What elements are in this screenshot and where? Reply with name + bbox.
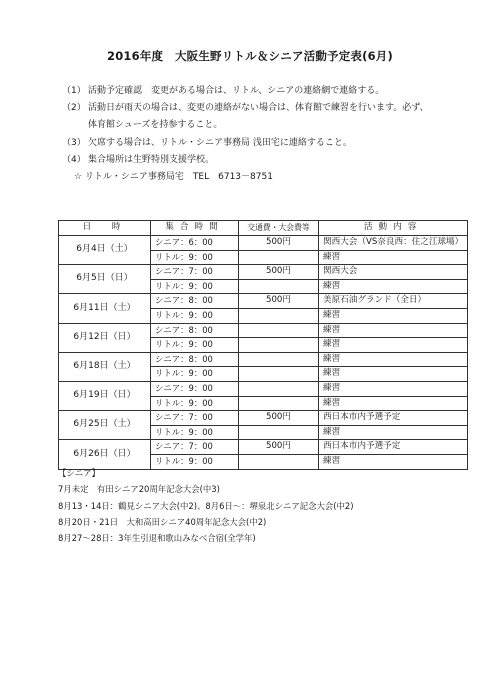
fee-cell: 500円 [239, 236, 319, 251]
date-cell: 6月26日（日） [59, 440, 151, 469]
fee-cell: 500円 [239, 265, 319, 280]
activity-cell: 練習 [319, 352, 468, 367]
note-text: 集合場所は生野特別支援学校。 [88, 154, 215, 165]
time-cell: シニア：8：00 [151, 323, 239, 338]
header-date: 日 時 [59, 221, 151, 236]
activity-cell: 練習 [319, 396, 468, 411]
time-cell: リトル：9：00 [151, 279, 239, 294]
document-title: 2016年度 大阪生野リトル＆シニア活動予定表(6月) [107, 49, 393, 63]
time-cell: シニア：7：00 [151, 440, 239, 455]
fee-cell [239, 250, 319, 265]
note-item [62, 135, 429, 152]
note-text: 欠席する場合は、リトル・シニア事務局 浅田宅に連絡すること。 [88, 137, 352, 148]
note-item [62, 152, 429, 169]
fee-cell [239, 308, 319, 323]
time-cell: リトル：9：00 [151, 367, 239, 382]
time-cell: シニア：7：00 [151, 411, 239, 426]
senior-item: 8月20日・21日 大和高田シニア40周年記念大会(中2) [58, 516, 267, 527]
senior-item: 8月13・14日：鶴見シニア大会(中2)、8月6日～：堺泉北シニア記念大会(中2) [58, 500, 354, 511]
fee-cell [239, 279, 319, 294]
note-continuation: 体育館シューズを持参すること。 [88, 120, 223, 131]
table-row [59, 352, 468, 367]
activity-cell: 練習 [319, 279, 468, 294]
activity-cell: 練習 [319, 425, 468, 440]
fee-cell: 500円 [239, 440, 319, 455]
fee-cell [239, 352, 319, 367]
time-cell: リトル：9：00 [151, 425, 239, 440]
time-cell: リトル：9：00 [151, 338, 239, 353]
table-row [59, 381, 468, 396]
time-cell: シニア：6：00 [151, 236, 239, 251]
note-number: （3） [62, 137, 86, 148]
note-number: （4） [62, 154, 86, 165]
fee-cell [239, 367, 319, 382]
table-row [59, 323, 468, 338]
activity-cell: 練習 [319, 250, 468, 265]
table-row [59, 236, 468, 251]
time-cell: シニア：8：00 [151, 294, 239, 309]
activity-cell: 練習 [319, 338, 468, 353]
note-text: 活動予定確認 変更がある場合は、リトル、シニアの連絡網で連絡する。 [88, 86, 385, 96]
note-number: （1） [62, 86, 86, 96]
fee-cell [239, 396, 319, 411]
note-item [62, 100, 429, 117]
contact-line: ☆ リトル・シニア事務局宅 TEL 6713－8751 [74, 172, 273, 183]
senior-item: 7月未定 有田シニア20周年記念大会(中3) [58, 484, 220, 495]
header-fee: 交通費・大会費等 [239, 221, 319, 236]
fee-cell: 500円 [239, 411, 319, 426]
fee-cell [239, 338, 319, 353]
schedule-table [58, 220, 468, 470]
activity-cell: 美原石油グランド（全日） [319, 294, 468, 309]
senior-heading: 【シニア】 [58, 468, 100, 478]
date-cell: 6月5日（日） [59, 265, 151, 294]
date-cell: 6月4日（土） [59, 236, 151, 265]
fee-cell: 500円 [239, 294, 319, 309]
notes-items [62, 83, 429, 169]
date-cell: 6月25日（土） [59, 411, 151, 440]
activity-cell: 西日本市内予選予定 [319, 440, 468, 455]
table-row [59, 265, 468, 280]
time-cell: リトル：9：00 [151, 308, 239, 323]
senior-items [58, 481, 354, 546]
activity-cell: 練習 [319, 323, 468, 338]
time-cell: シニア：9：00 [151, 381, 239, 396]
date-cell: 6月12日（日） [59, 323, 151, 352]
time-cell: リトル：9：00 [151, 250, 239, 265]
note-item [62, 83, 429, 100]
header-activity: 活動内容 [319, 221, 468, 236]
table-row [59, 294, 468, 309]
fee-cell [239, 425, 319, 440]
table-header-row [59, 221, 468, 236]
date-cell: 6月18日（土） [59, 352, 151, 381]
time-cell: シニア：8：00 [151, 352, 239, 367]
activity-cell: 関西大会（VS奈良西：住之江球場） [319, 236, 468, 251]
table-row [59, 440, 468, 455]
activity-cell: 練習 [319, 454, 468, 469]
senior-section [58, 465, 354, 546]
time-cell: リトル：9：00 [151, 454, 239, 469]
note-text: 活動日が雨天の場合は、変更の連絡がない場合は、体育館で練習を行います。必ず、 [88, 103, 429, 114]
table-row [59, 411, 468, 426]
activity-cell: 関西大会 [319, 265, 468, 280]
note-number: （2） [62, 103, 86, 114]
activity-cell: 練習 [319, 308, 468, 323]
fee-cell [239, 323, 319, 338]
time-cell: リトル：9：00 [151, 396, 239, 411]
senior-item: 8月27～28日：3年生引退和歌山みなべ合宿(全学年) [58, 533, 256, 544]
activity-cell: 西日本市内予選予定 [319, 411, 468, 426]
date-cell: 6月11日（土） [59, 294, 151, 323]
time-cell: シニア：7：00 [151, 265, 239, 280]
date-cell: 6月19日（日） [59, 381, 151, 410]
notes-list [62, 83, 429, 186]
table-body [59, 236, 468, 470]
fee-cell [239, 381, 319, 396]
activity-cell: 練習 [319, 367, 468, 382]
activity-cell: 練習 [319, 381, 468, 396]
header-time: 集合時間 [151, 221, 239, 236]
